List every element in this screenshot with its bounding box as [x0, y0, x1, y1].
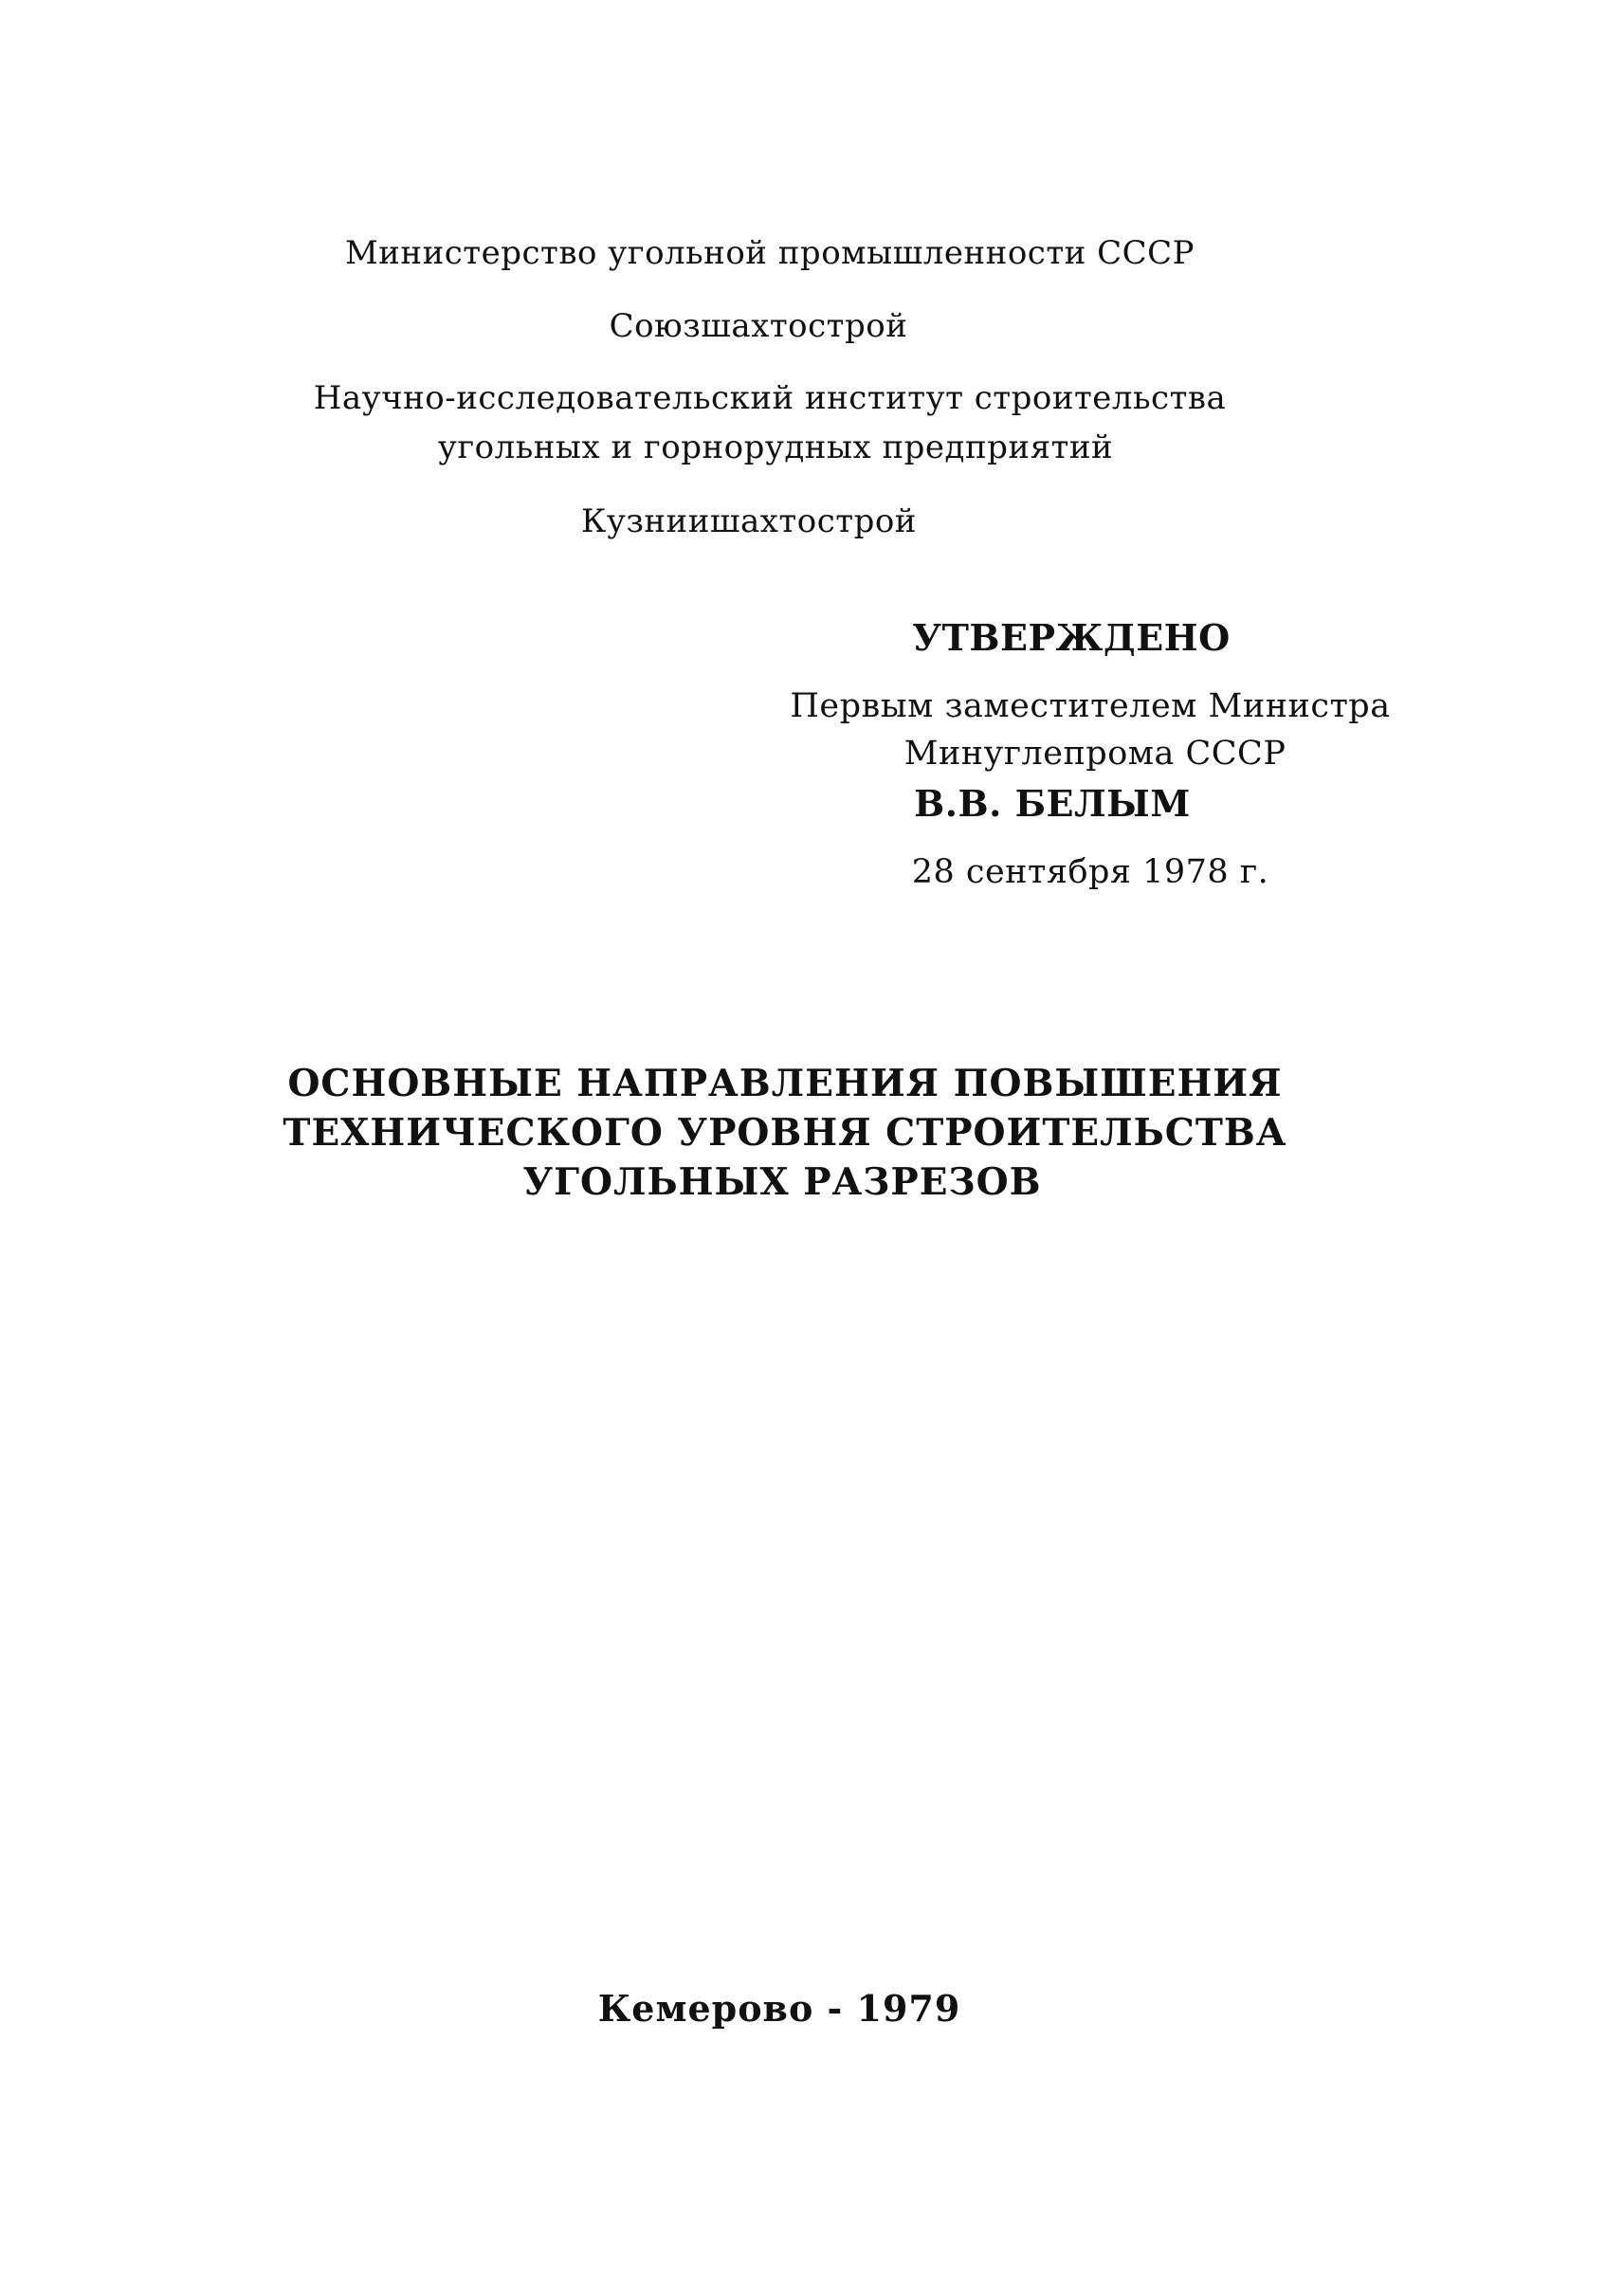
institute-name-line1: Научно-исследовательский институт строительства [313, 379, 1227, 417]
publication-place-year: Кемерово - 1979 [597, 1987, 961, 2030]
approval-heading: УТВЕРЖДЕНО [912, 616, 1231, 659]
approval-date: 28 сентября 1978 г. [911, 853, 1269, 891]
approval-signatory-name: В.В. БЕЛЫМ [914, 782, 1191, 825]
approval-position-line2: Минуглепрома СССР [903, 735, 1286, 773]
document-title-line3: УГОЛЬНЫХ РАЗРЕЗОВ [522, 1160, 1042, 1204]
institute-short-name: Кузниишахтострой [581, 502, 917, 540]
trust-name: Союзшахтострой [609, 307, 908, 345]
document-title-line1: ОСНОВНЫЕ НАПРАВЛЕНИЯ ПОВЫШЕНИЯ [287, 1062, 1283, 1105]
document-title-line2: ТЕХНИЧЕСКОГО УРОВНЯ СТРОИТЕЛЬСТВА [283, 1111, 1287, 1155]
institute-name-line2: угольных и горнорудных предприятий [437, 428, 1114, 466]
approval-position-line1: Первым заместителем Министра [790, 687, 1391, 725]
ministry-name: Министерство угольной промышленности СССР [344, 234, 1195, 272]
